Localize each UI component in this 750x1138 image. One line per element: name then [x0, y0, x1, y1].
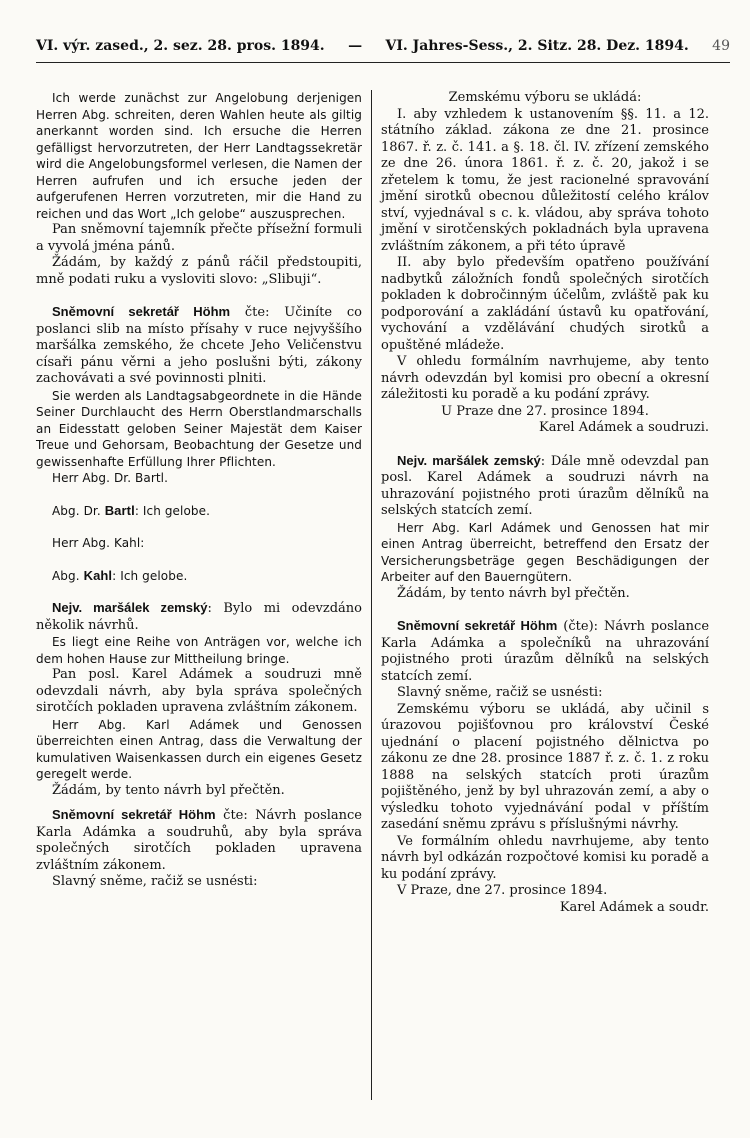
- paragraph: [36, 600, 362, 634]
- paragraph: Es liegt eine Reihe von Anträgen vor, welche ich dem hohen Hause zur Mittheilung bringe.: [36, 635, 362, 666]
- header-german: VI. Jahres-Sess., 2. Sitz. 28. Dez. 1894.: [385, 38, 689, 54]
- column-divider: [371, 90, 372, 1100]
- paragraph: [36, 304, 362, 388]
- speaker-name: Sněmovní sekretář Höhm: [397, 618, 558, 633]
- paragraph: [381, 618, 709, 685]
- speech-text: : Ich gelobe.: [134, 503, 211, 518]
- paragraph: II. aby bylo především opatřeno používání nadbytků záložních fondů společných sirotčích pokladen k dobročinným účelům, zvláště pak ku podporování a zakládání ústavů ku opatřování, vychování a vzdělávání chudých sirotků a opuštěné mládeže.: [381, 255, 709, 353]
- paragraph: V ohledu formálním navrhujeme, aby tento návrh odevzdán byl komisi pro obecní a okresní záležitosti ku poradě a ku podání zprávy.: [381, 354, 709, 402]
- paragraph: Herr Abg. Kahl:: [52, 536, 145, 550]
- signature-line: Karel Adámek a soudr.: [559, 899, 709, 915]
- page-number: 49: [712, 38, 730, 54]
- header-dash: —: [348, 38, 363, 54]
- paragraph: Pan posl. Karel Adámek a soudruzi mně odevzdali návrh, aby byla správa společných sirotčích pokladen upravena zvláštním zákonem.: [36, 667, 362, 715]
- paragraph: Slavný sněme, račiž se usnésti:: [52, 874, 258, 889]
- speaker-name: Nejv. maršálek zemský: [52, 600, 208, 615]
- paragraph: [36, 568, 362, 585]
- date-line: U Praze dne 27. prosince 1894.: [441, 403, 649, 419]
- speaker-name: Sněmovní sekretář Höhm: [52, 807, 216, 822]
- paragraph: Žádám, by každý z pánů ráčil předstoupiti, mně podati ruku a vysloviti slovo: „Slibuji“.: [36, 255, 362, 287]
- speaker-prefix: Abg.: [52, 568, 84, 583]
- signature-line: Karel Adámek a soudruzi.: [539, 420, 709, 435]
- speech-text: čte: Návrh poslance Karla Adámka a soudruhů, aby byla správa společných sirotčích pokladen upravena zvláštním zákonem.: [36, 808, 362, 873]
- paragraph: Ve formálním ohledu navrhujeme, aby tento návrh byl odkázán rozpočtové komisi ku poradě a ku podání zprávy.: [381, 833, 709, 882]
- paragraph: Zemskému výboru se ukládá, aby učinil s úrazovou pojišťovnou pro království České ujednání o placení pojistného dělnictva po zákonu ze dne 28. prosince 1887 ř. z. č. 1. z roku 1888 na selských statcích proti úrazům pojištěného, jenž by byl uhrazován zemí, a aby o výsledku tohoto vyjednávání podal v příštím zasedání sněmu zprávu s příslušnými návrhy.: [381, 701, 709, 832]
- speech-text: : Ich gelobe.: [112, 568, 188, 583]
- paragraph: Herr Abg. Karl Adámek und Genossen überreichten einen Antrag, dass die Verwaltung der kumulativen Waisenkassen durch ein eigenes Gesetz geregelt werde.: [36, 717, 362, 781]
- paragraph: Zemskému výboru se ukládá:: [448, 90, 642, 105]
- speaker-prefix: Abg. Dr.: [52, 503, 105, 518]
- paragraph: Slavný sněme, račiž se usnésti:: [397, 685, 603, 700]
- speaker-name: Nejv. maršálek zemský: [397, 452, 541, 468]
- paragraph: [381, 453, 709, 520]
- paragraph: I. aby vzhledem k ustanovením §§. 11. a 12. státního základ. zákona ze dne 21. prosince 1867. ř. z. č. 141. a §. 18. čl. IV. zřízení zemského ze dne 26. února 1861. ř. z. č. 20, jakož i se zřetelem k tomu, že jest racionelné spravování jmění sirotků obecnou důležitostí celého králov ství, vyjednával s c. k. vládou, aby správa tohoto jmění v sirotčenských pokladnách byla upravena zvláštním zákonem, a při této úpravě: [381, 106, 709, 254]
- paragraph: Žádám, by tento návrh byl přečtěn.: [52, 782, 285, 798]
- date-line: V Praze, dne 27. prosince 1894.: [397, 883, 608, 898]
- paragraph: Herr Abg. Dr. Bartl.: [52, 471, 169, 485]
- right-column: [381, 90, 709, 916]
- speech-text: : Bylo mi odevzdáno několik návrhů.: [36, 601, 362, 633]
- speech-text: (čte): Návrh poslance Karla Adámka a společníků na uhrazování pojistného proti úrazům dělníků na selských statcích zemí.: [381, 619, 710, 684]
- header-czech: VI. výr. zased., 2. sez. 28. pros. 1894.: [36, 38, 325, 54]
- paragraph: Pan sněmovní tajemník přečte přísežní formuli a vyvolá jména pánů.: [36, 222, 362, 254]
- left-column: [36, 90, 362, 891]
- header-rule: [36, 62, 730, 63]
- speech-text: : Dále mně odevzdal pan posl. Karel Adámek a soudruzi návrh na uhrazování pojistného proti úrazům dělníků na selských statcích zemí.: [381, 453, 709, 518]
- paragraph: Sie werden als Landtagsabgeordnete in die Hände Seiner Durchlaucht des Herrn Oberstlandmarschalls an Eidesstatt geloben Seiner Majestät dem Kaiser Treue und Gehorsam, Beobachtung der Gesetze und gewissenhafte Erfüllung Ihrer Pflichten.: [36, 388, 362, 469]
- paragraph: [36, 503, 362, 520]
- paragraph: Herr Abg. Karl Adámek und Genossen hat mir einen Antrag überreicht, betreffend den Ersatz der Versicherungsbeträge gegen Beschädigungen der Arbeiter auf den Bauerngütern.: [381, 520, 709, 584]
- paragraph: [36, 807, 362, 874]
- paragraph: Žádám, by tento návrh byl přečtěn.: [397, 585, 630, 601]
- speech-text: čte: Učiníte co poslanci slib na místo přísahy v ruce nejvyššího maršálka zemského, že chcete Jeho Veličenstvu císaři pánu věrni a jeho poslušni býti, zákony zachovávati a své povinnosti plniti.: [36, 305, 362, 386]
- speaker-name: Kahl: [83, 567, 113, 583]
- speaker-name: Bartl: [104, 502, 135, 518]
- paragraph: Ich werde zunächst zur Angelobung derjenigen Herren Abg. schreiten, deren Wahlen heute als giltig anerkannt worden sind. Ich ersuche die Herren gefälligst hervorzutreten, der Herr Landtagssekretär wird die Angelobungsformel verlesen, die Namen der Herren aufrufen und ich ersuche jeden der aufgerufenen Herren vorzutreten, mir die Hand zu reichen und das Wort „Ich gelobe“ auszusprechen.: [36, 91, 362, 221]
- page-header: [36, 36, 730, 56]
- speaker-name: Sněmovní sekretář Höhm: [52, 304, 231, 319]
